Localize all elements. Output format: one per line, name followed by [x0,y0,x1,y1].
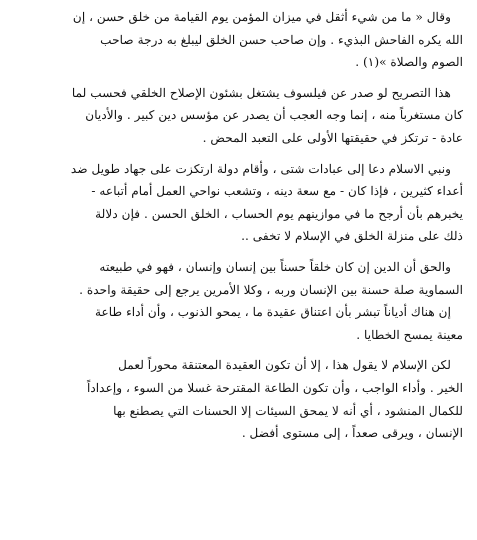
paragraph-islam [14,354,463,444]
paragraph-gap [14,346,463,354]
text-line: للكمال المنشود ، أي أنه لا يمحق السيئات إلا الحسنات التي يصطنع بها [113,403,463,418]
text-line: وقال « ما من شيء أثقل في ميزان المؤمن يوم القيامة من خلق حسن ، إن [72,10,451,24]
paragraph-statement [14,82,463,150]
paragraph-gap [14,74,463,82]
paragraph-hadith-quote [14,6,463,74]
text-line: لكن الإسلام لا يقول هذا ، إلا أن تكون العقيدة المعتنقة محوراً لعمل [118,358,451,373]
paragraph-truth [14,256,463,346]
text-line: الخير . وأداء الواجب ، وأن تكون الطاعة المقترحة غسلا من السوء ، وإعداداً [86,380,463,395]
text-line: ذلك على منزلة الخلق في الإسلام لا تخفى .. [241,229,463,244]
text-line: السماوية صلة حسنة بين الإنسان وربه ، وكلا الأمرين يرجع إلى حقيقة واحدة . [79,282,463,297]
text-line: عادة - ترتكز في حقيقتها الأولى على التعبد المحض . [202,130,463,145]
text-line: أعداء كثيرين ، فإذا كان - مع سعة دينه ، وتشعب نواحي العمل أمام أتباعه - [91,184,463,199]
paragraph-gap [14,150,463,158]
text-line: معينة يمسح الخطايا . [356,327,463,342]
text-line: الله يكره الفاحش البذيء . وإن صاحب حسن الخلق ليبلغ به درجة صاحب [100,32,463,47]
text-line: والحق أن الدين إن كان خلقاً حسناً بين إنسان وإنسان ، فهو في طبيعته [99,259,451,274]
text-line: الإنسان ، ويرقى صعداً ، إلى مستوى أفضل . [241,426,463,441]
text-line: ونبي الاسلام دعا إلى عبادات شتى ، وأقام دولة ارتكزت على جهاد طويل ضد [70,161,451,176]
text-line: هذا التصريح لو صدر عن فيلسوف يشتغل بشئون الإصلاح الخلقي فحسب لما [71,85,451,100]
paragraph-gap [14,248,463,256]
text-line: يخبرهم بأن أرجح ما في موازينهم يوم الحساب ، الخلق الحسن . فإن دلالة [95,206,463,221]
text-line: إن هناك أدياناً تبشر بأن اعتناق عقيدة ما ، يمحو الذنوب ، وأن أداء طاعة [94,305,451,320]
paragraph-prophet [14,158,463,248]
text-line: كان مستغرباً منه ، إنما وجه العجب أن يصدر عن مؤسس دين كبير . والأديان [85,108,463,123]
text-line: الصوم والصلاة »(١) . [355,55,463,70]
